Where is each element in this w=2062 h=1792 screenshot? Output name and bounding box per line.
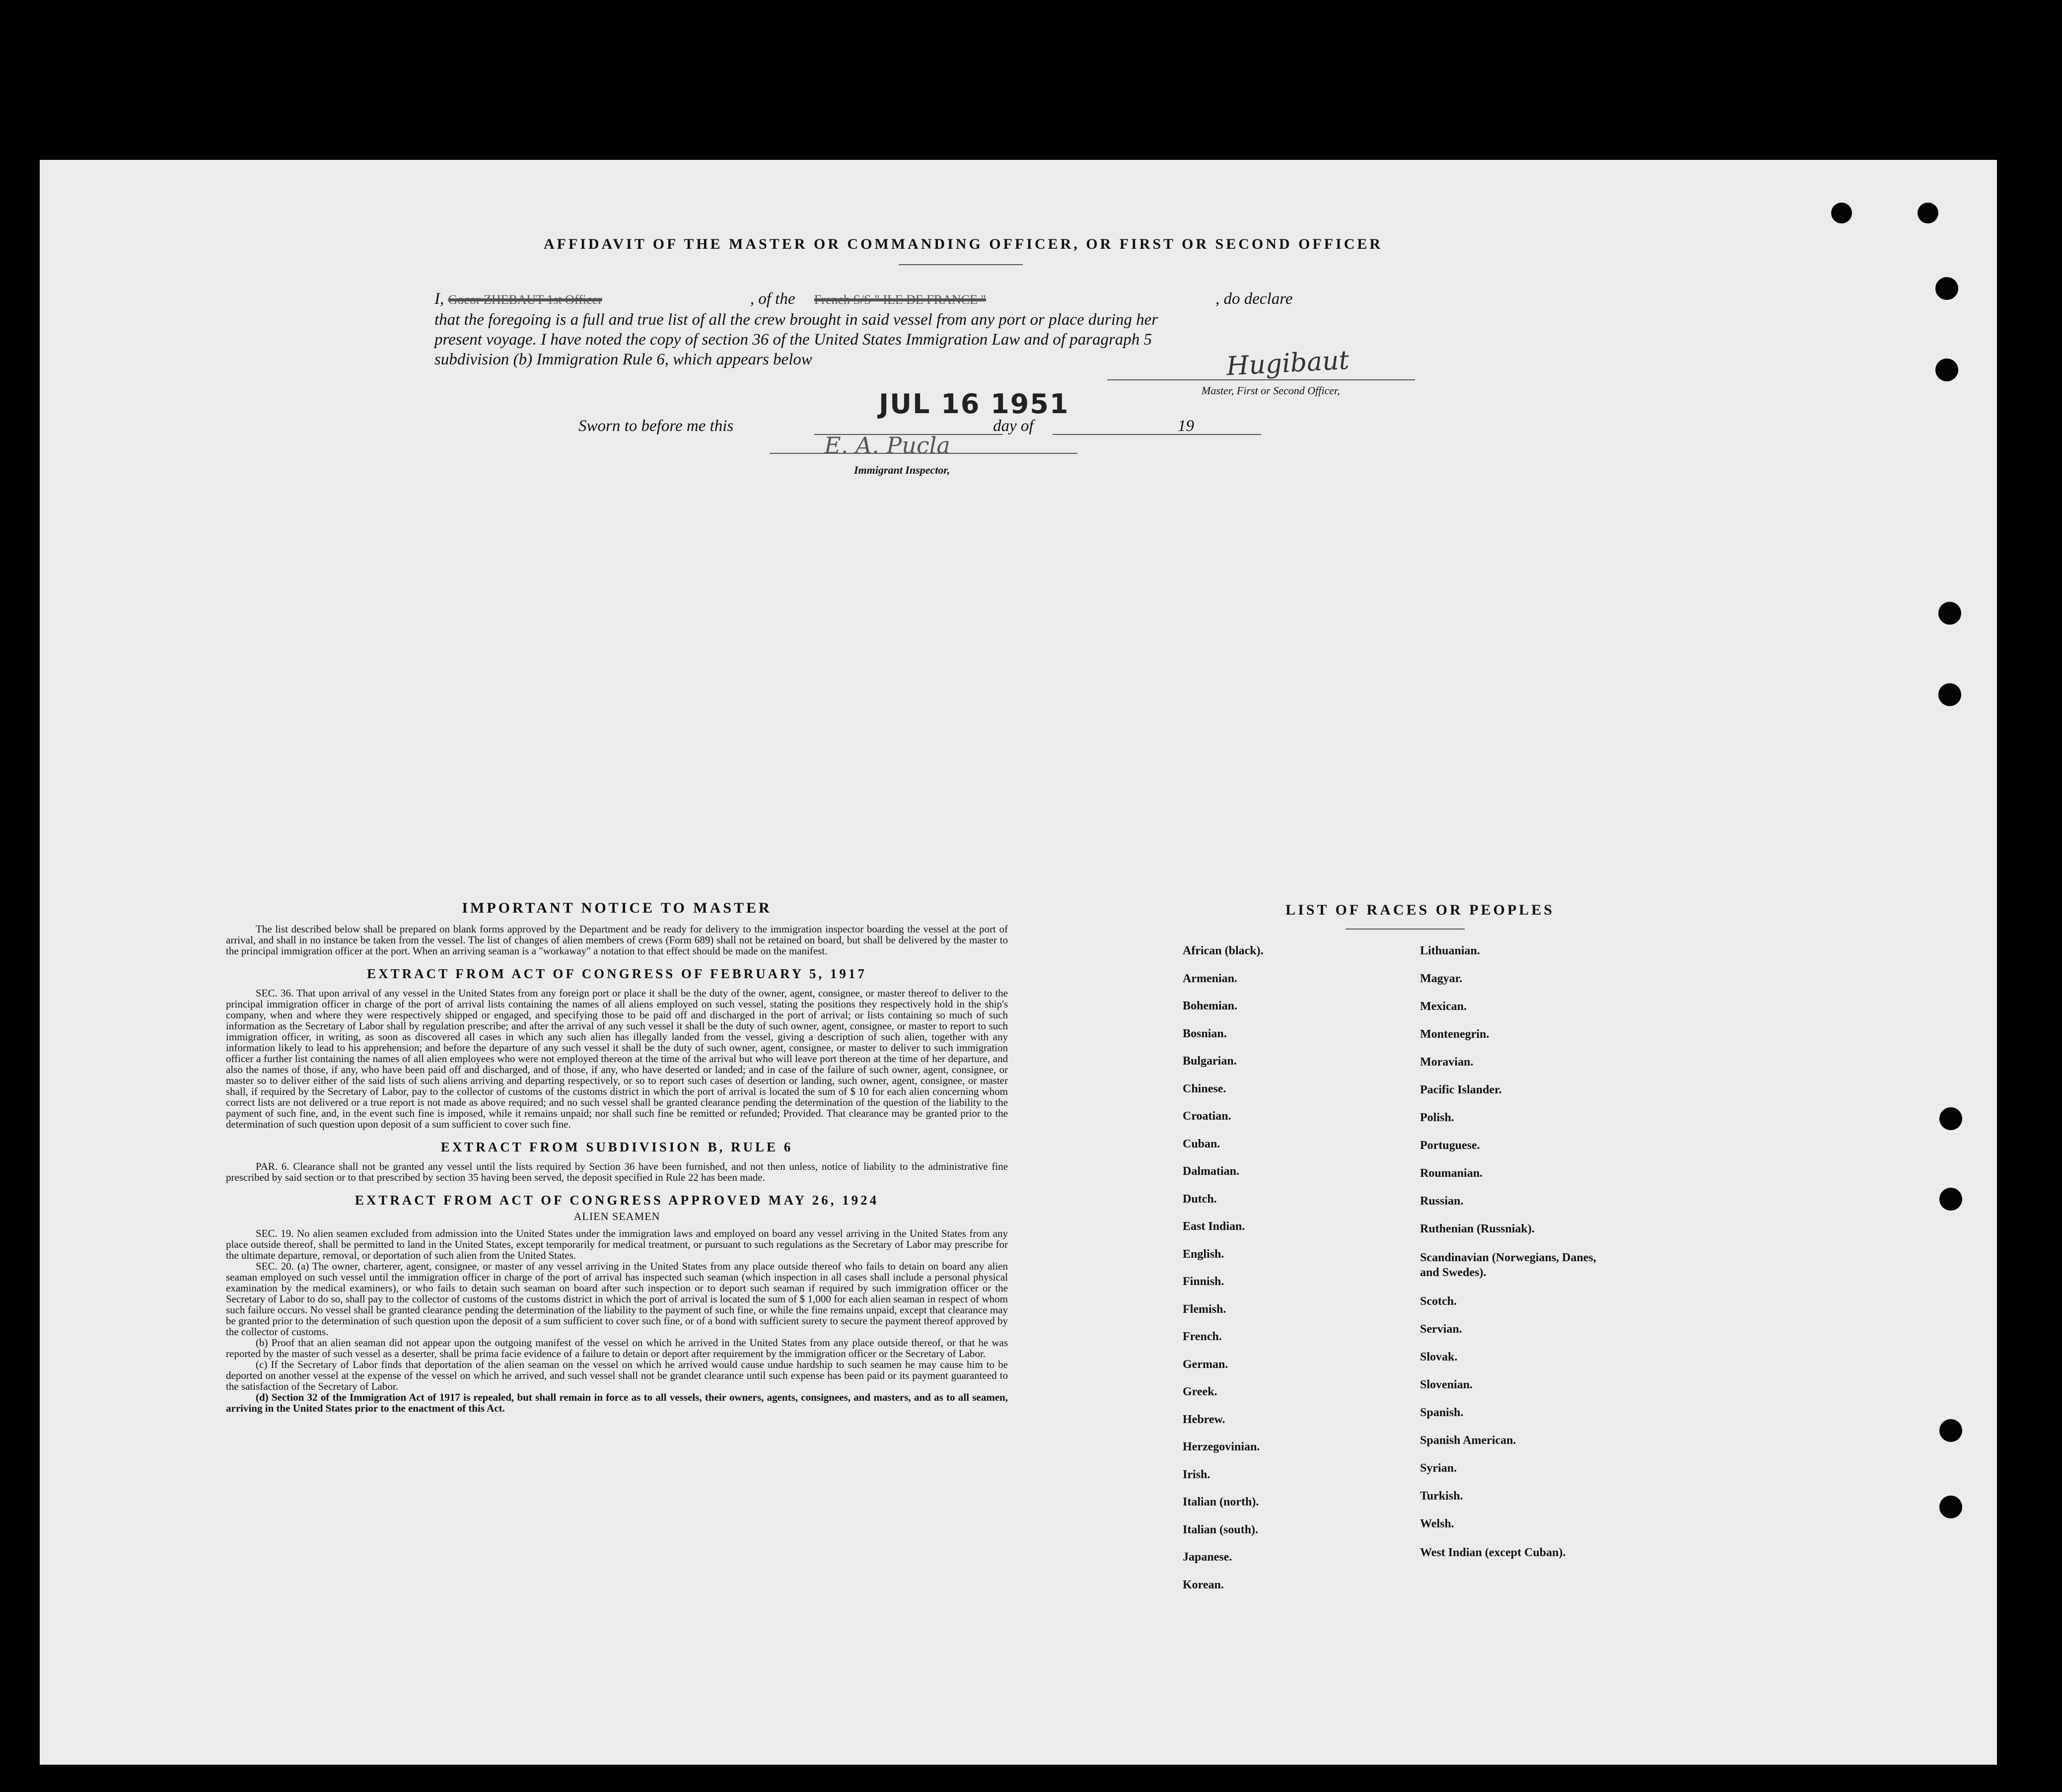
race-item: Irish. [1183, 1468, 1210, 1481]
race-item: Cuban. [1183, 1137, 1220, 1150]
race-item: Welsh. [1420, 1517, 1454, 1530]
extract-rule6-title: EXTRACT FROM SUBDIVISION B, RULE 6 [440, 1140, 793, 1154]
section-20b-text: (b) Proof that an alien seaman did not appear upon the outgoing manifest of the vessel on which he arrived in the United States from any place outside thereof, or that he was reported by the master of such vessel as a deserter, shall be prima facie evidence of a failure to detain or deport after requirement by the immigration officer or the Secretary of Labor. [226, 1337, 1008, 1360]
race-item: Lithuanian. [1420, 944, 1480, 957]
inspector-signature: E. A. Pucla [824, 432, 950, 459]
race-item: German. [1183, 1358, 1228, 1371]
race-item: Ruthenian (Russniak). [1420, 1222, 1535, 1235]
race-item: Portuguese. [1420, 1139, 1480, 1152]
punch-hole [1918, 203, 1938, 223]
notice-title: IMPORTANT NOTICE TO MASTER [462, 900, 772, 916]
affidavit-title: AFFIDAVIT OF THE MASTER OR COMMANDING OFFICER, OR FIRST OR SECOND OFFICER [543, 236, 1383, 252]
do-declare-label: , do declare [1215, 290, 1293, 308]
punch-hole [1831, 203, 1852, 223]
alien-seamen-subtitle: ALIEN SEAMEN [573, 1210, 660, 1222]
officer-caption: Master, First or Second Officer, [1202, 384, 1340, 397]
sworn-month-line [1053, 434, 1221, 435]
race-item: Scandinavian (Norwegians, Danes, and Swedes). [1420, 1251, 1596, 1279]
section-36-text: SEC. 36. That upon arrival of any vessel in the United States from any foreign port or place it shall be the duty of the owner, agent, consignee, or master thereof to deliver to the principal immigration officer in charge of the port of arrival lists containing the names of all aliens employed on such vessel, stating the positions they respectively hold in the ship's company, when and where they were respectively shipped or engaged, and specifying those to be paid off and discharged in the port of arrival; or lists containing so much of such information as the Secretary of Labor shall by regulation prescribe; and after the arrival of any such vessel it shall be the duty of such owner, agent, consignee, or master to report to such immigration officer, in writing, as soon as discovered all cases in which any such alien has illegally landed from the vessel, giving a description of such alien, together with any information likely to lead to his apprehension; and before the departure of any such vessel it shall be the duty of such owner, agent, consignee, or master to deliver to such immigration officer a further list containing the names of all alien employees who were not employed thereon at the time of the arrival but who will leave port thereon at the time of her departure, and also the names of those, if any, who have been paid off and discharged, and of those, if any, who have deserted or landed; and in case of the failure of such owner, agent, consignee, or master so to deliver either of the said lists of such aliens arriving and departing respectively, or so to report such cases of desertion or landing, such owner, agent, consignee, or master shall, if required by the Secretary of Labor, pay to the collector of customs of the customs district in which the port of arrival is located the sum of $ 10 for each alien concerning whom correct lists are not delivered or a true report is not made as above required; and no such vessel shall be granted clearance pending the determination of the question of the liability to the payment of such fine, and, in the event such fine is imposed, while it remains unpaid; nor shall such fine be remitted or refunded; Provided. That clearance may be granted prior to the determination of such question upon deposit of a sum sufficient to cover such fine. [226, 987, 1008, 1130]
race-item: Dalmatian. [1183, 1165, 1239, 1178]
race-item: Pacific Islander. [1420, 1083, 1502, 1096]
section-20d-text: (d) Section 32 of the Immigration Act of 1917 is repealed, but shall remain in force as to all vessels, their owners, agents, consignees, and masters, and as to all seamen, arriving in the United States prior to the enactment of this Act. [226, 1391, 1008, 1414]
pronoun-label: I, [434, 290, 444, 308]
races-title: LIST OF RACES OR PEOPLES [1285, 902, 1555, 918]
race-item: Magyar. [1420, 972, 1463, 985]
race-item: Slovenian. [1420, 1378, 1473, 1391]
race-item: Scotch. [1420, 1295, 1457, 1308]
punch-hole [1935, 358, 1958, 381]
punch-hole [1939, 1107, 1962, 1130]
officer-name: Gocor ZHEBAUT 1st Officer [448, 292, 602, 307]
section-20a-text: SEC. 20. (a) The owner, charterer, agent, consignee, or master of any vessel arriving in the United States from any place outside thereof who fails to detain on board any alien seaman employed on such vessel until the immigration officer in charge of the port of arrival has inspected such seaman (which inspection in all cases shall include a personal physical examination by the medical examiners), or who fails to detain such seaman on board after such inspection or to deport such seaman if required by such immigration officer or the Secretary of Labor to do so, shall pay to the collector of customs of the customs district in which the port of arrival is located the sum of $ 1,000 for each alien seaman in respect of whom such failure occurs. No vessel shall be granted clearance pending the determination of the liability to the payment of such fine, or while the fine remains unpaid, except that clearance may be granted prior to the determination of such question upon the deposit of a sum sufficient to cover such fine, or of a bond with sufficient surety to secure the payment thereof approved by the collector of customs. [226, 1260, 1008, 1338]
race-item: French. [1183, 1330, 1222, 1343]
officer-signature-line [1107, 379, 1415, 380]
sworn-label: Sworn to before me this [578, 417, 734, 435]
extract-1917-title: EXTRACT FROM ACT OF CONGRESS OF FEBRUARY 5, 1917 [367, 966, 867, 981]
race-item: Montenegrin. [1420, 1028, 1490, 1041]
extract-1924-title: EXTRACT FROM ACT OF CONGRESS APPROVED MAY 26, 1924 [355, 1193, 879, 1208]
punch-hole [1938, 683, 1961, 706]
race-item: Italian (south). [1183, 1523, 1259, 1536]
vessel-name: French S/S " ILE DE FRANCE " [814, 292, 986, 307]
race-item: Servian. [1420, 1323, 1462, 1336]
race-item: Bohemian. [1183, 1000, 1238, 1012]
race-item: Roumanian. [1420, 1167, 1483, 1180]
races-right-column [1420, 944, 1619, 1580]
race-item: Spanish American. [1420, 1434, 1516, 1447]
race-item: Moravian. [1420, 1056, 1474, 1069]
race-item: Armenian. [1183, 972, 1237, 985]
race-item: West Indian (except Cuban). [1420, 1546, 1566, 1559]
inspector-caption: Immigrant Inspector, [854, 464, 950, 476]
sworn-year-line [1202, 434, 1261, 435]
race-item: Bosnian. [1183, 1027, 1227, 1040]
punch-hole [1935, 277, 1958, 300]
declaration-line-2: present voyage. I have noted the copy of section 36 of the United States Immigration Law and of paragraph 5 [434, 331, 1152, 349]
race-item: African (black). [1183, 944, 1264, 957]
race-item: Dutch. [1183, 1192, 1217, 1206]
year-label: 19 [1178, 417, 1194, 435]
notice-text: The list described below shall be prepared on blank forms approved by the Department and be ready for delivery to the immigration inspector boarding the vessel at the port of arrival, and shall in no instance be taken from the vessel. The list of changes of alien members of crews (Form 689) shall not be retained on board, but shall be delivered by the master to the principal immigration officer at the port. When an arriving seaman is a "workaway" a notation to that effect should be made on the manifest. [226, 923, 1008, 957]
race-item: East Indian. [1183, 1220, 1245, 1233]
race-item: Finnish. [1183, 1275, 1224, 1288]
race-item: Spanish. [1420, 1406, 1464, 1419]
document-page [40, 160, 1997, 1765]
race-item: Turkish. [1420, 1490, 1463, 1503]
race-item: Italian (north). [1183, 1496, 1259, 1508]
race-item: Mexican. [1420, 1000, 1467, 1013]
date-stamp: JUL 16 1951 [879, 388, 1069, 420]
race-item: Hebrew. [1183, 1413, 1225, 1426]
declaration-line-1: that the foregoing is a full and true list of all the crew brought in said vessel from any port or place during her [434, 311, 1158, 329]
race-item: Croatian. [1183, 1110, 1231, 1123]
race-item: Slovak. [1420, 1351, 1458, 1363]
race-item: Herzegovinian. [1183, 1440, 1260, 1453]
race-item: Korean. [1183, 1578, 1224, 1591]
punch-hole [1939, 1419, 1962, 1442]
races-left-column [1183, 944, 1381, 1606]
race-item: Syrian. [1420, 1462, 1457, 1475]
section-19-text: SEC. 19. No alien seamen excluded from admission into the United States under the immigration laws and employed on board any vessel arriving in the United States from any place outside thereof, shall be permitted to land in the United States, except temporarily for medical treatment, or pursuant to such regulations as the Secretary of Labor may prescribe for the ultimate departure, removal, or deportation of such alien from the United States. [226, 1227, 1008, 1261]
notice-column [226, 900, 1008, 1414]
punch-hole [1939, 1496, 1962, 1518]
race-item: Russian. [1420, 1195, 1464, 1208]
inspector-signature-line [770, 453, 1077, 454]
section-20c-text: (c) If the Secretary of Labor finds that deportation of the alien seaman on the vessel on which he arrived would cause undue hardship to such seamen he may cause him to be deported on another vessel at the expense of the vessel on which he arrived, and such vessel shall not be grandet clearance until such expense has been paid or its payment guaranteed to the satisfaction of the Secretary of Labor. [226, 1359, 1008, 1392]
of-the-label: , of the [750, 290, 795, 308]
punch-hole [1938, 602, 1961, 625]
race-item: Flemish. [1183, 1302, 1226, 1316]
day-of-label: day of [993, 417, 1034, 435]
officer-signature: Hugibaut [1225, 345, 1350, 382]
races-title-rule [1346, 929, 1465, 930]
race-item: Polish. [1420, 1111, 1454, 1124]
race-item: Bulgarian. [1183, 1055, 1237, 1068]
title-rule [899, 264, 1023, 265]
race-item: Chinese. [1183, 1082, 1226, 1095]
race-item: Japanese. [1183, 1551, 1232, 1564]
punch-hole [1939, 1188, 1962, 1211]
race-item: English. [1183, 1247, 1224, 1261]
race-item: Greek. [1183, 1385, 1217, 1398]
paragraph-6-text: PAR. 6. Clearance shall not be granted any vessel until the lists required by Section 36 have been furnished, and not then unless, notice of liability to the administrative fine prescribed by said section or to that prescribed by section 35 having been served, the deposit specified in Rule 22 has been made. [226, 1160, 1008, 1183]
declaration-line-3: subdivision (b) Immigration Rule 6, which appears below [434, 351, 812, 368]
